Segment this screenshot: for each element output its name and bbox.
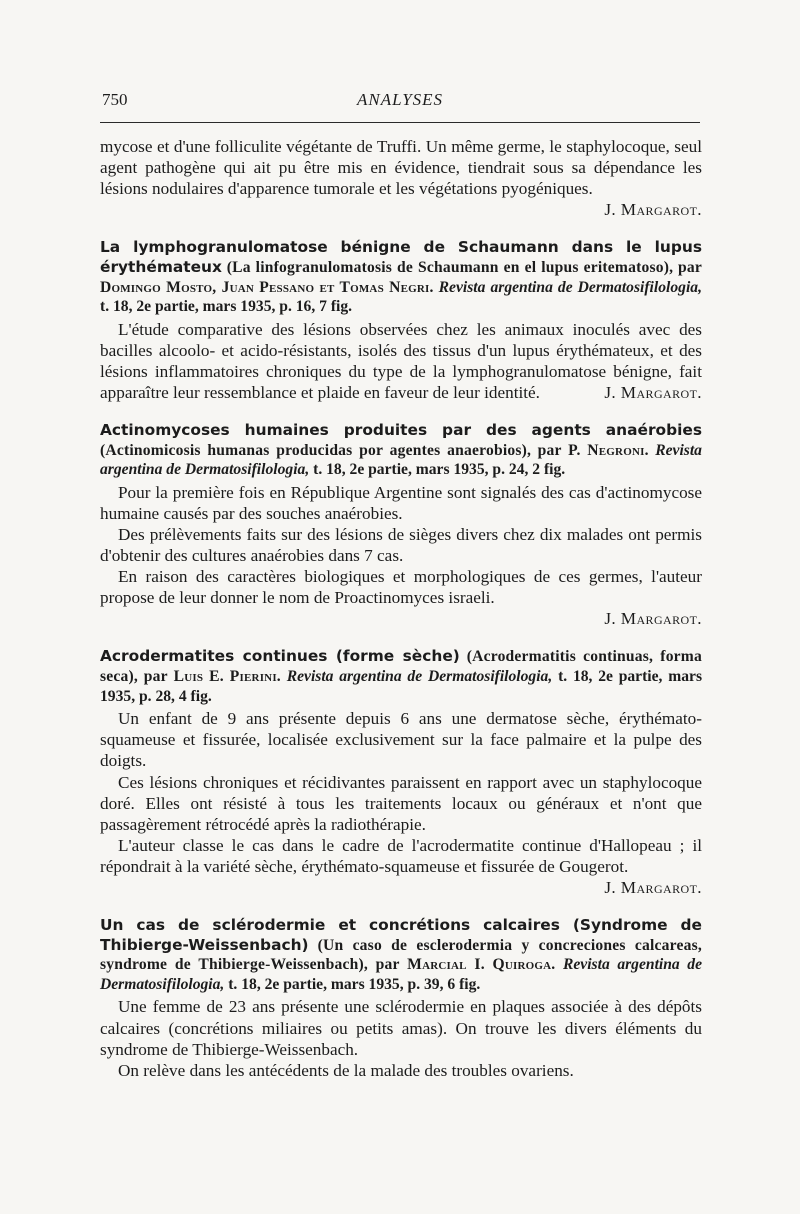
article-paragraph: Des prélèvements faits sur des lésions de sièges divers chez dix malades ont permis d'obtenir des cultures anaérobies dans 7 cas. xyxy=(100,525,702,566)
article-paragraph xyxy=(100,835,702,897)
authors: P. Negroni. xyxy=(568,441,649,459)
reference: t. 18, 2e partie, mars 1935, p. 16, 7 fig. xyxy=(100,298,353,316)
article-1 xyxy=(100,238,702,403)
article-heading xyxy=(100,916,702,994)
article-paragraph: On relève dans les antécédents de la malade des troubles ovariens. xyxy=(118,1060,574,1080)
article-paragraph: Une femme de 23 ans présente une sclérodermie en plaques associée à des dépôts calcaires (concrétions miliaires ou petits amas). On trouve les divers éléments du syndrome de Thibierge-Weissenbach. xyxy=(100,997,702,1059)
paragraph-text: L'étude comparative des lésions observées chez les animaux inoculés avec des bacilles alcoolo- et acido-résistants, isolés des tissus d'un lupus érythémateux, et des lésions inflammatoires chroniques du type de la lymphogranulomatose bénigne, fait apparaître leur ressemblance et plaide en faveur de leur identité. xyxy=(100,319,702,403)
authors: Domingo Mosto, Juan Pessano et Tomas Negri. xyxy=(100,278,434,296)
article-paragraph: Ces lésions chroniques et récidivantes paraissent en rapport avec un staphylocoque doré. Elles ont résisté à tous les traitements locaux ou généraux et n'ont que passagèrement rétrocédé après la radiothérapie. xyxy=(100,772,702,834)
article-title: Actinomycoses humaines produites par des agents anaérobies xyxy=(100,421,702,440)
page-content xyxy=(100,136,702,1081)
by-word: par xyxy=(375,956,400,974)
running-title: ANALYSES xyxy=(356,90,444,109)
reference: t. 18, 2e partie, mars 1935, p. 39, 6 fig. xyxy=(228,975,481,993)
article-title: La lymphogranulomatose bénigne de Schaumann dans le lupus érythémateux xyxy=(100,238,702,276)
original-title: (Actinomicosis humanas producidas por agentes anaerobios), xyxy=(100,441,532,459)
page-number: 750 xyxy=(102,90,128,109)
by-word: par xyxy=(678,258,702,276)
journal-name: Revista argentina de Dermatosifilologia, xyxy=(286,668,553,686)
article-paragraph xyxy=(100,319,702,403)
continuation-text: mycose et d'une folliculite végétante de Truffi. Un même germe, le staphylocoque, seul agent pathogène qui ait pu être mis en évidence, tiendrait sous sa dépendance les lésions nodulaires d'apparence tumorale et les végétations pyogéniques. xyxy=(100,137,702,199)
article-heading xyxy=(100,421,702,480)
article-paragraph: Un enfant de 9 ans présente depuis 6 ans une dermatose sèche, érythémato-squameuse et fissurée, localisée exclusivement sur la face palmaire et la pulpe des doigts. xyxy=(100,709,702,771)
article-title: Un cas de sclérodermie et concrétions calcaires (Syndrome de Thibierge-Weissenbach) xyxy=(100,916,702,954)
article-3 xyxy=(100,647,702,898)
journal-name: Revista argentina de Dermatosifilologia, xyxy=(100,956,702,993)
journal-name: Revista argentina de Dermatosifilologia, xyxy=(100,441,702,479)
continuation-paragraph xyxy=(100,136,702,220)
authors: Marcial I. Quiroga. xyxy=(407,956,556,974)
article-heading xyxy=(100,238,702,316)
page-header xyxy=(100,90,700,114)
continuation-section xyxy=(100,136,702,220)
signature: J. Margarot. xyxy=(604,383,702,403)
paragraph-text: L'auteur classe le cas dans le cadre de l'acrodermatite continue d'Hallopeau ; il répondrait à la variété sèche, érythémato-squameuse et fissurée de Gougerot. xyxy=(100,835,702,876)
by-word: par xyxy=(143,668,168,686)
original-title: (Acrodermatitis continuas, forma seca), xyxy=(100,648,702,686)
reference: t. 18, 2e partie, mars 1935, p. 24, 2 fig. xyxy=(313,461,566,479)
by-word: par xyxy=(537,441,562,459)
article-paragraph: Pour la première fois en République Argentine sont signalés des cas d'actinomycose humaine causés par des souches anaérobies. xyxy=(100,482,702,523)
original-title: (La linfogranulomatosis de Schaumann en el lupus eritematoso), xyxy=(226,258,674,276)
signature: J. Margarot. xyxy=(604,609,702,629)
article-2 xyxy=(100,421,702,629)
header-rule xyxy=(100,122,700,123)
journal-name: Revista argentina de Dermatosifilologia, xyxy=(438,278,702,296)
article-paragraph: En raison des caractères biologiques et morphologiques de ces germes, l'auteur propose de leur donner le nom de Proactinomyces israeli. xyxy=(100,567,702,608)
reference: t. 18, 2e partie, mars 1935, p. 28, 4 fig. xyxy=(100,668,703,705)
signature: J. Margarot. xyxy=(604,200,702,220)
article-heading xyxy=(100,647,702,706)
authors: Luis E. Pierini. xyxy=(173,668,281,686)
article-4 xyxy=(100,916,702,1081)
article-title: Acrodermatites continues (forme sèche) xyxy=(100,647,460,666)
original-title: (Un caso de esclerodermia y concreciones calcareas, syndrome de Thibierge-Weissenbach), xyxy=(100,936,702,974)
signature: J. Margarot. xyxy=(604,878,702,897)
